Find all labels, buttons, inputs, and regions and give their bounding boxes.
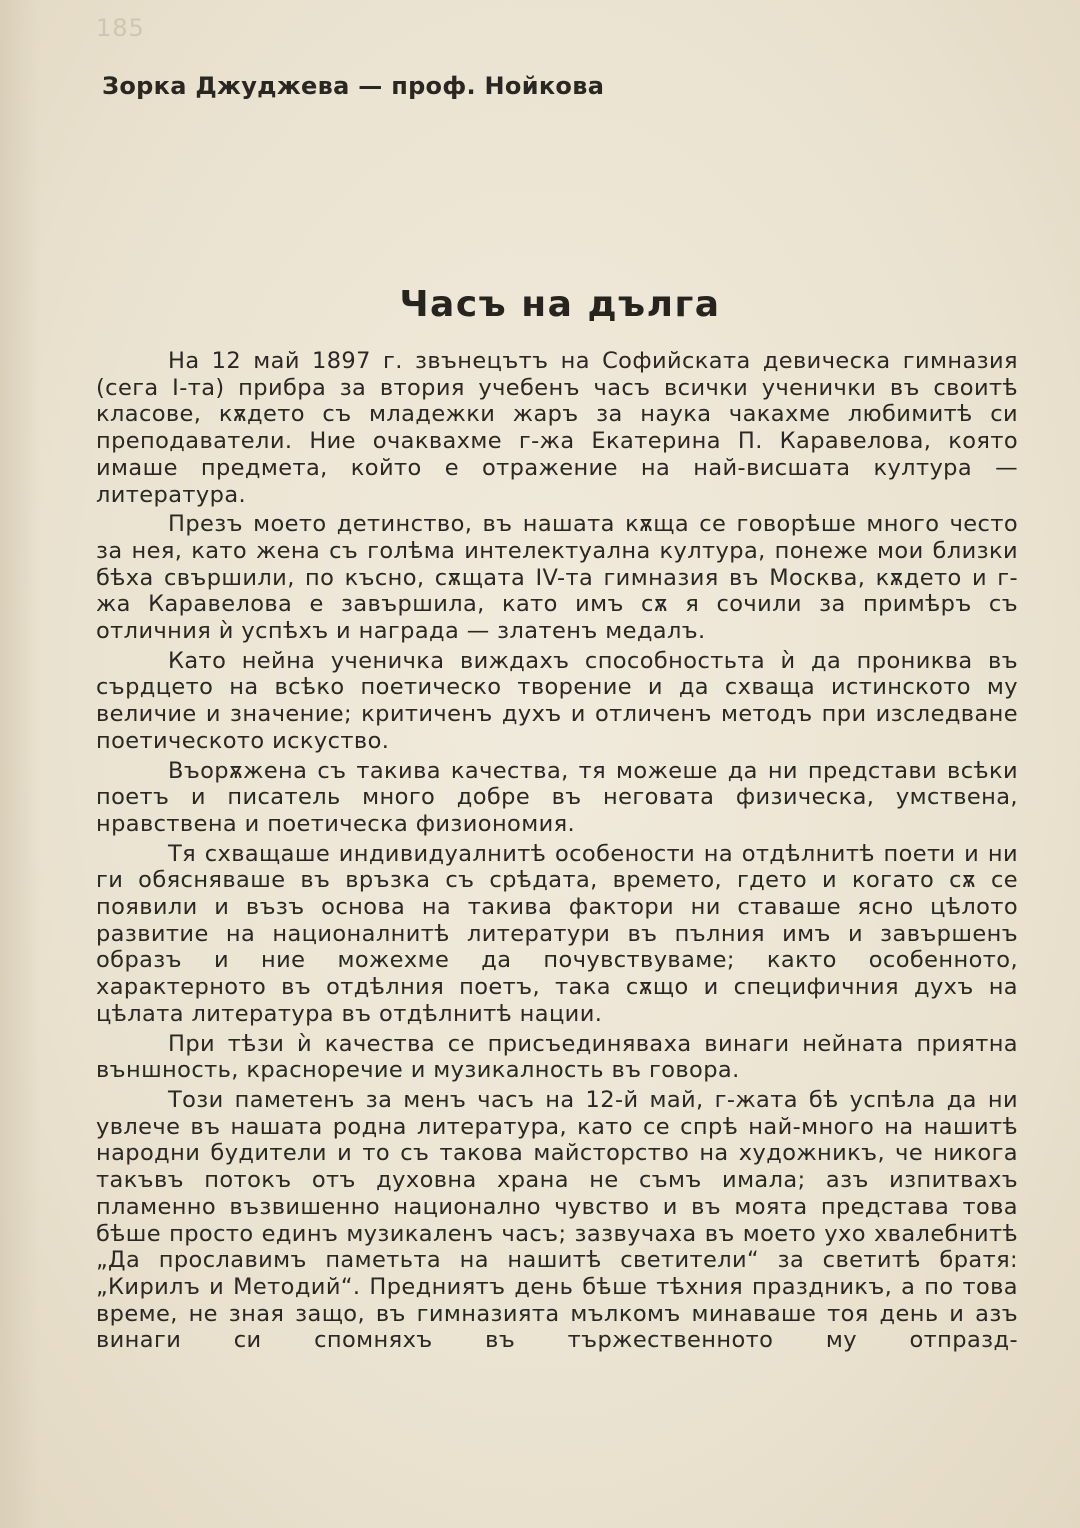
paragraph-7: Този паметенъ за менъ часъ на 12-й май, г-жата бѣ успѣла да ни увлече въ нашата родна литература, като се спрѣ най-много на нашитѣ народни будители и то съ такова майсторство на художникъ, че никога такъвъ потокъ отъ духовна храна не съмъ имала; азъ изпитвахъ пламенно възвишенно национално чувство и въ моята представа това бѣше просто единъ музикаленъ часъ; зазвучаха въ моето ухо хвалебнитѣ „Да прославимъ паметьта на нашитѣ светители“ за светитѣ братя: „Кирилъ и Методий“. Предниятъ день бѣше тѣхния праздникъ, а по това време, не зная защо, въ гимназията мълкомъ минаваше тоя день и азъ винаги си спомняхъ въ тържественното му отпразд- bbox=[96, 1086, 1018, 1354]
paragraph-1: На 12 май 1897 г. звънецътъ на Софийската девическа гимназия (сега I-та) прибра за втория учебенъ часъ всички ученички въ своитѣ класове, кѫдето съ младежки жаръ за наука чакахме любимитѣ си преподаватели. Ние очаквахме г-жа Екатерина П. Каравелова, която имаше предмета, който е отражение на най-висшата култура — литература. bbox=[96, 348, 1018, 508]
paragraph-5: Тя схващаше индивидуалнитѣ особености на отдѣлнитѣ поети и ни ги обясняваше въ връзка съ срѣдата, времето, гдето и когато сѫ се появили и възъ основа на такива фактори ни ставаше ясно цѣлото развитие на националнитѣ литератури въ пълния имъ и завършенъ образъ и ние можехме да почувствуваме; както особенното, характерното въ отдѣлния поетъ, така сѫщо и специфичния духъ на цѣлата литература въ отдѣлнитѣ нации. bbox=[96, 840, 1018, 1027]
author-heading: Зорка Джуджева — проф. Нойкова bbox=[102, 72, 605, 100]
paragraph-3: Като нейна ученичка виждахъ способностьта ѝ да прониква въ сърдцето на всѣко поетическо творение и да схваща истинското му величие и значение; критиченъ духъ и отличенъ методъ при изследване поетическото искуство. bbox=[96, 647, 1018, 754]
paragraph-2: Презъ моето детинство, въ нашата кѫща се говорѣше много често за нея, като жена съ голѣма интелектуална култура, понеже мои близки бѣха свършили, по късно, сѫщата IV-та гимназия въ Москва, кѫдето и г-жа Каравелова е завършила, като имъ сѫ я сочили за примѣръ съ отличния ѝ успѣхъ и награда — златенъ медалъ. bbox=[96, 511, 1018, 645]
page-number: 185 bbox=[96, 14, 145, 42]
chapter-title: Часъ на дълга bbox=[399, 284, 721, 325]
paragraph-4: Въорѫжена съ такива качества, тя можеше да ни представи всѣки поетъ и писатель много добре въ неговата физическа, умствена, нравствена и поетическа физиономия. bbox=[96, 757, 1018, 837]
paragraph-6: При тѣзи ѝ качества се присъединяваха винаги нейната приятна външность, красноречие и музикалность въ говора. bbox=[96, 1030, 1018, 1084]
gutter-shadow bbox=[0, 0, 40, 1528]
body-text bbox=[96, 348, 1018, 1354]
